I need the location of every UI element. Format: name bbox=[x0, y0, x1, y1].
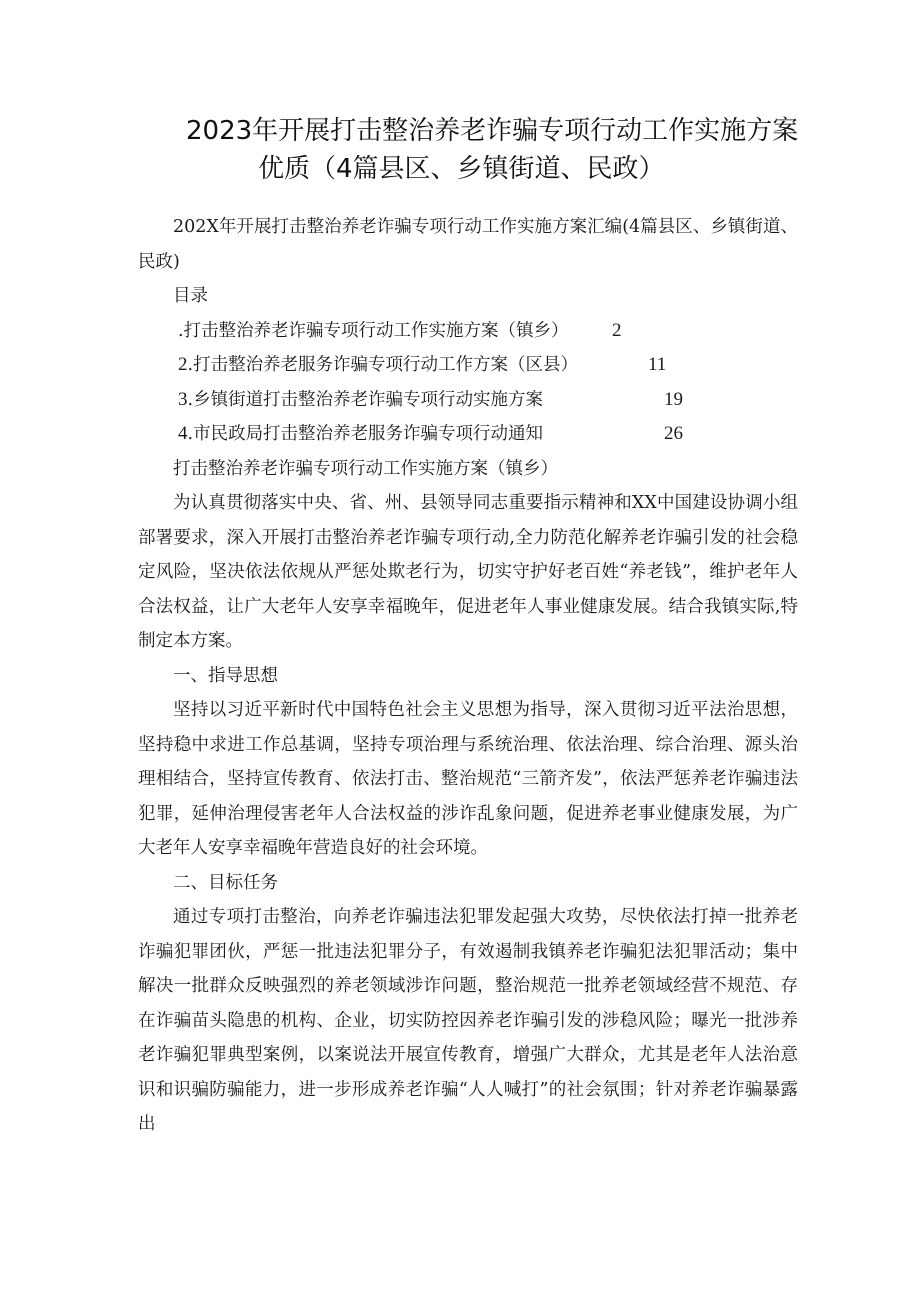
toc-item-text: 4.市民政局打击整治养老服务诈骗专项行动通知 bbox=[178, 423, 544, 444]
document-title bbox=[186, 112, 826, 188]
intro-paragraph: 202X年开展打击整治养老诈骗专项行动工作实施方案汇编(4篇县区、乡镇街道、民政) bbox=[138, 217, 798, 272]
toc-item-text: 3.乡镇街道打击整治养老诈骗专项行动实施方案 bbox=[178, 388, 544, 410]
toc-label: 目录 bbox=[173, 286, 208, 306]
paragraph: 坚持以习近平新时代中国特色社会主义思想为指导，深入贯彻习近平法治思想，坚持稳中求进工作总基调，坚持专项治理与系统治理、依法治理、综合治理、源头治理相结合，坚持宣传教育、依法打击、整治规范“三箭齐发”，依法严惩养老诈骗违法犯罪，延伸治理侵害老年人合法权益的涉诈乱象问题，促进养老事业健康发展，为广大老年人安享幸福晚年营造良好的社会环境。 bbox=[138, 700, 798, 858]
title-line-1: 2023年开展打击整治养老诈骗专项行动工作实施方案 bbox=[186, 116, 799, 146]
toc-item-text: 2.打击整治养老服务诈骗专项行动工作方案（区县） bbox=[178, 354, 579, 375]
heading-guiding-ideology: 一、指导思想 bbox=[173, 665, 278, 686]
heading-goals-tasks: 二、目标任务 bbox=[173, 872, 278, 893]
toc-item-page: 26 bbox=[664, 423, 683, 444]
toc-item-text: .打击整治养老诈骗专项行动工作实施方案（镇乡） bbox=[178, 320, 569, 341]
section-title: 打击整治养老诈骗专项行动工作实施方案（镇乡） bbox=[173, 458, 558, 479]
toc-item bbox=[138, 417, 798, 452]
paragraph: 通过专项打击整治，向养老诈骗违法犯罪发起强大攻势，尽快依法打掉一批养老诈骗犯罪团伙，严惩一批违法犯罪分子，有效遏制我镇养老诈骗犯法犯罪活动；集中解决一批群众反映强烈的养老领域涉诈问题，整治规范一批养老领域经营不规范、存在诈骗苗头隐患的机构、企业，切实防控因养老诈骗引发的涉稳风险；曝光一批涉养老诈骗犯罪典型案例，以案说法开展宣传教育，增强广大群众，尤其是老年人法治意识和识骗防骗能力，进一步形成养老诈骗“人人喊打”的社会氛围；针对养老诈骗暴露出 bbox=[138, 907, 798, 1134]
toc-item-page: 2 bbox=[612, 319, 622, 341]
toc-item-page: 11 bbox=[648, 354, 667, 375]
paragraph: 为认真贯彻落实中央、省、州、县领导同志重要指示精神和XX中国建设协调小组部署要求，深入开展打击整治养老诈骗专项行动,全力防范化解养老诈骗引发的社会稳定风险，坚决依法依规从严惩处欺老行为，切实守护好老百姓“养老钱”，维护老年人合法权益，让广大老年人安享幸福晚年，促进老年人事业健康发展。结合我镇实际,特制定本方案。 bbox=[138, 493, 798, 651]
toc-item-page: 19 bbox=[664, 388, 683, 410]
toc-item bbox=[138, 314, 798, 349]
document-body bbox=[138, 210, 798, 1142]
title-line-2: 优质（4篇县区、乡镇街道、民政） bbox=[258, 154, 665, 184]
toc-item bbox=[138, 383, 798, 418]
toc-item bbox=[138, 348, 798, 383]
